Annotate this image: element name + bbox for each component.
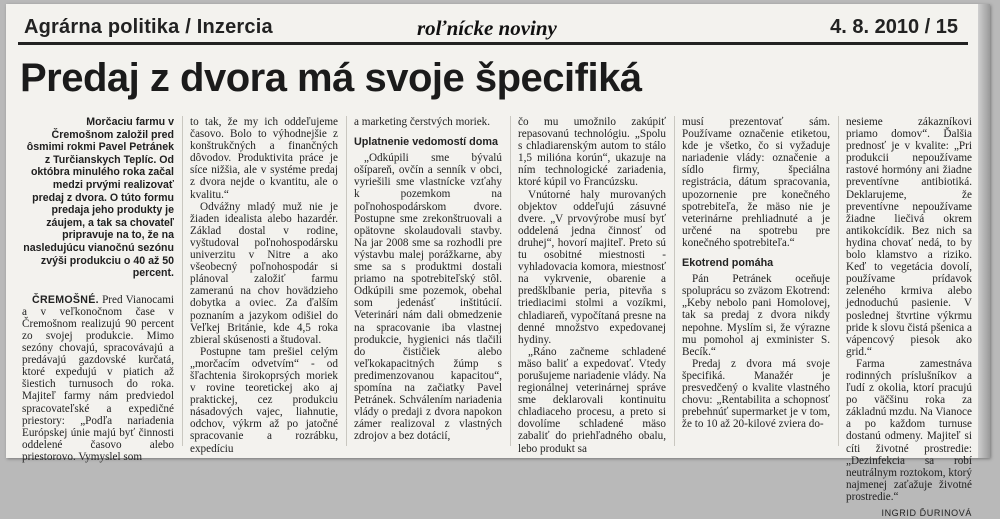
column-divider [346, 116, 347, 446]
column-4 [518, 116, 666, 455]
column-5-p3: Predaj z dvora má svoje špecifiká. Manažér je presvedčený o kvalite vlastného chovu: „Rentabilita a schopnosť prebehnúť supermarket je v tom, že to 10 až 20-kilové zviera do- [682, 357, 830, 431]
column-6-p1: nesieme zákazníkovi priamo domov“. Ďalšia prednosť je v kvalite: „Pri produkcii nepoužívame rastové hormóny ani žiadne preventívne antibiotiká. Deklarujeme, že preventívne nepoužívame žiadne liečivá okrem antikokcídik. Bez nich sa hydina chovať nedá, to by bolo klamstvo a riziko. Keď to vegetácia dovolí, používame prídavok zeleného krmiva alebo jednoduchú pasienie. V poslednej štvrtine výkrmu pride k slovu čistá pšenica a vápencový piesok ako grid.“ [846, 116, 972, 358]
column-5-p1: musí prezentovať sám. Používame označenie etiketou, kde je všetko, čo si vyžaduje nariadenie vlády: označenie a sídlo firmy, špeciálna registrácia, dátum spracovania, upozornenie pre konečného spotrebiteľa, že mäso nie je veterinárne prehliadnuté a je určené na spotrebu pre konečného spotrebiteľa.“ [682, 116, 830, 249]
column-divider [838, 116, 839, 446]
dateline: ČREMOŠNÉ. [32, 293, 99, 306]
article-lead: Morčaciu farmu v Čremošnom založil pred ôsmimi rokmi Pavel Petránek z Turčianskych Teplíc. Od októbra minulého roka začal medzi prvými realizovať predaj z dvora. O túto formu predaja jeho produkty je záujem, a tak sa chovateľ pripravuje na to, že na nasledujúcu vianočnú sezónu zvýši produkciu o 40 až 50 percent. [23, 116, 174, 280]
page-edge-shadow [978, 4, 990, 458]
column-1-text: ČREMOŠNÉ. Pred Vianocami a v veľkonočnom čase v Čremošnom realizujú 90 percent zo svojej produkcie. Mimo sezóny chovajú, spracovávajú a predávajú gazdovské kurčatá, ktoré expedujú v piatich až šiestich turnusoch do roka. Majiteľ farmy nám predviedol spracovateľské a expedičné priestory: „Podľa nariadenia Európskej únie majú byť činnosti oddelené časovo alebo priestorovo. Vymyslel som [22, 293, 175, 463]
column-2 [190, 116, 338, 455]
header-rule [18, 42, 968, 45]
column-2-p2: Odvážny mladý muž nie je žiaden idealista alebo hazardér. Základ dostal v rodine, vyštudoval poľnohospodársku univerzitu v Nitre a ako všeobecný poľnohospodár si plánoval založiť farmu zameranú na chov hovädzieho dobytka a oviec. Za ďalším poznaním a jazykom odišiel do Veľkej Británie, kde 4,5 roka zbieral skúsenosti a študoval. [190, 200, 338, 346]
column-2-p1: to tak, že my ich oddeľujeme časovo. Bolo to výhodnejšie z konštrukčných a finančných dôvodov. Produktivita práce je síce nižšia, ale v systéme predaj z dvora nejde o kvantitu, ale o kvalitu.“ [190, 116, 338, 201]
column-3 [354, 116, 502, 452]
column-divider [674, 116, 675, 446]
column-divider [182, 116, 183, 446]
newspaper-logo: roľnícke noviny [417, 16, 557, 40]
column-4-p1: čo mu umožnilo zakúpiť repasovanú technológiu. „Spolu s chladiarenským autom to stálo 1,5 milióna korún“, ukazuje na ním technologické zariadenia, ktoré kúpil vo Francúzsku. [518, 116, 666, 189]
article-title: Predaj z dvora má svoje špecifiká [20, 56, 642, 100]
column-3-p0: a marketing čerstvých moriek. [354, 116, 491, 128]
article-body [22, 116, 972, 518]
page-header [12, 10, 968, 40]
column-1 [22, 116, 175, 463]
subheading-ekotrend: Ekotrend pomáha [682, 257, 774, 270]
article-author: INGRID ĎURINOVÁ [881, 508, 972, 518]
column-5 [682, 116, 830, 452]
issue-date-page: 4. 8. 2010 / 15 [830, 16, 958, 38]
column-6-p2: Farma zamestnáva rodinných príslušníkov a ľudí z okolia, ktorí pracujú po väčšinu roka za základnú mzdu. Na Vianoce a po každom turnuse dostanú odmeny. Majiteľ si cíti životné prostredie: „Dezinfekcia sa robí neutrálnym roztokom, ktorý najmenej zaťažuje životné prostredie.“ [846, 357, 972, 503]
column-6 [846, 116, 972, 518]
column-4-p3: „Ráno začneme schladené mäso baliť a expedovať. Vtedy porušujeme nariadenie vlády. Na regionálnej veterinárnej správe sme deklarovali kontinuitu chladiaceho procesu, a preto si dovolíme schladené mäso zabaliť do priehľadného obalu, lebo produkt sa [518, 345, 666, 455]
section-label: Agrárna politika / Inzercia [24, 16, 273, 38]
column-divider [510, 116, 511, 446]
column-5-p2: Pán Petránek oceňuje spoluprácu so zväzom Ekotrend: „Keby nebolo pani Homolovej, tak sa predaj z dvora nikdy nepohne. Myslím si, že výrazne mu pomohol aj exminister S. Becík.“ [682, 273, 830, 358]
subheading-uplatnenie: Uplatnenie vedomostí doma [354, 136, 498, 149]
column-3-p1: „Odkúpili sme bývalú ošípareň, ovčín a senník v obci, vyriešili sme vlastnícke vzťahy k pozemkom na poľnohospodárskom dvore. Postupne sme zrekonštruovali a opätovne skolaudovali stavby. Na jar 2008 sme sa rozhodli pre výstavbu malej porážkarne, aby sme sa s produktmi dostali priamo na spotrebiteľský stôl. Odkúpili sme pozemok, obehal som jedenásť inštitúcií. Veterinári nám dali obmedzenie na spracovanie iba vlastnej produkcie, hygienici nás tlačili do čističiek alebo veľkokapacitných žúmp s predimenzovanou kapacitou“, spomína na začiatky Pavel Petránek. Schválením nariadenia vlády o predaji z dvora napokon zámer realizoval z vlastných zdrojov a bez dotácií, [354, 152, 502, 443]
newspaper-page [6, 4, 990, 518]
column-2-p3: Postupne tam prešiel celým „morčacím odvetvím“ - od šľachtenia širokoprsých moriek v rovine teoretickej ako aj praktickej, cez produkciu násadových vajec, liahnutie, odchov, výkrm až po jatočné spracovanie a rozrábku, expedíciu [190, 345, 338, 455]
column-4-p2: Vnútorné haly murovaných objektov oddeľujú zásuvné dvere. „V prvovýrobe musí byť oddelená jedna činnosť od druhej“, hovorí majiteľ. Preto sú tu osobitné miestnosti - vyhladovacia komora, miestnosť na vykrvenie, obarenie a predšklbanie peria, pitevňa s triediacimi stolmi a vozíkmi, chladiareň, vypočítaná presne na denné množstvo expedovanej hydiny. [518, 188, 666, 346]
